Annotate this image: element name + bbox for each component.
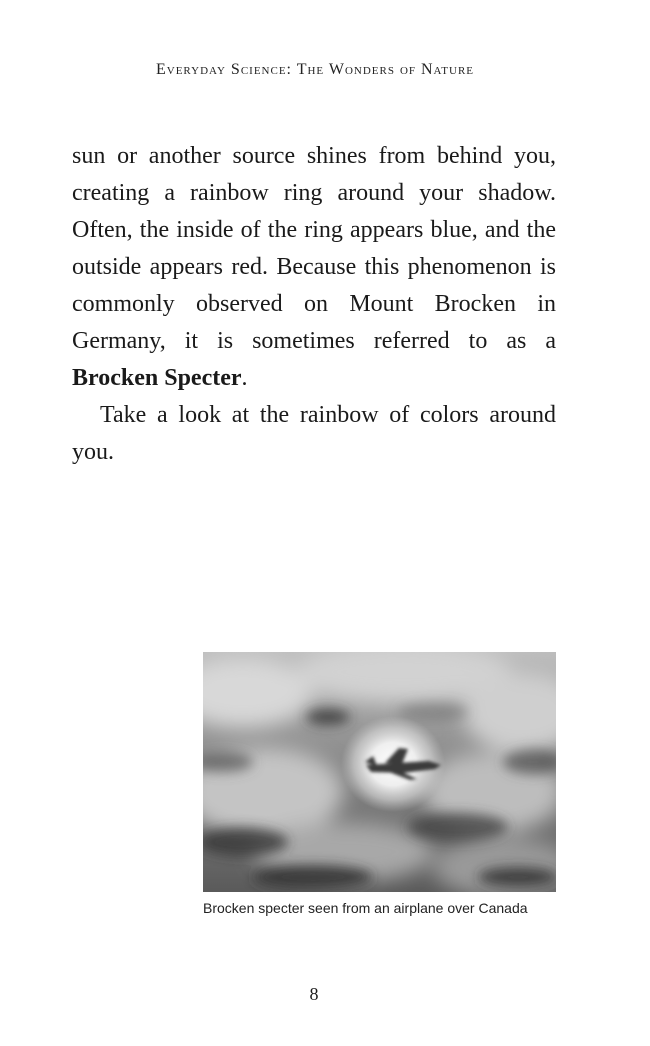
brocken-specter-photo [203, 652, 556, 892]
figure-caption: Brocken specter seen from an airplane over Canada [203, 900, 528, 916]
paragraph-1 [72, 138, 556, 397]
paragraph-2: Take a look at the rainbow of colors around you. [72, 402, 556, 465]
page-number: 8 [309, 984, 319, 1004]
running-head: Everyday Science: The Wonders of Nature [155, 61, 475, 78]
body-text [72, 138, 556, 471]
paragraph-1-end: . [241, 365, 248, 391]
figure [203, 652, 556, 916]
paragraph-1-text: sun or another source shines from behind you, creating a rainbow ring around your shadow. Often, the inside of the ring appears blue, and the outside appears red. Because this phenomenon is commonly observed on Mount Brocken in Germany, it is sometimes referred to as a [72, 143, 556, 354]
key-term: Brocken Specter [72, 365, 242, 391]
